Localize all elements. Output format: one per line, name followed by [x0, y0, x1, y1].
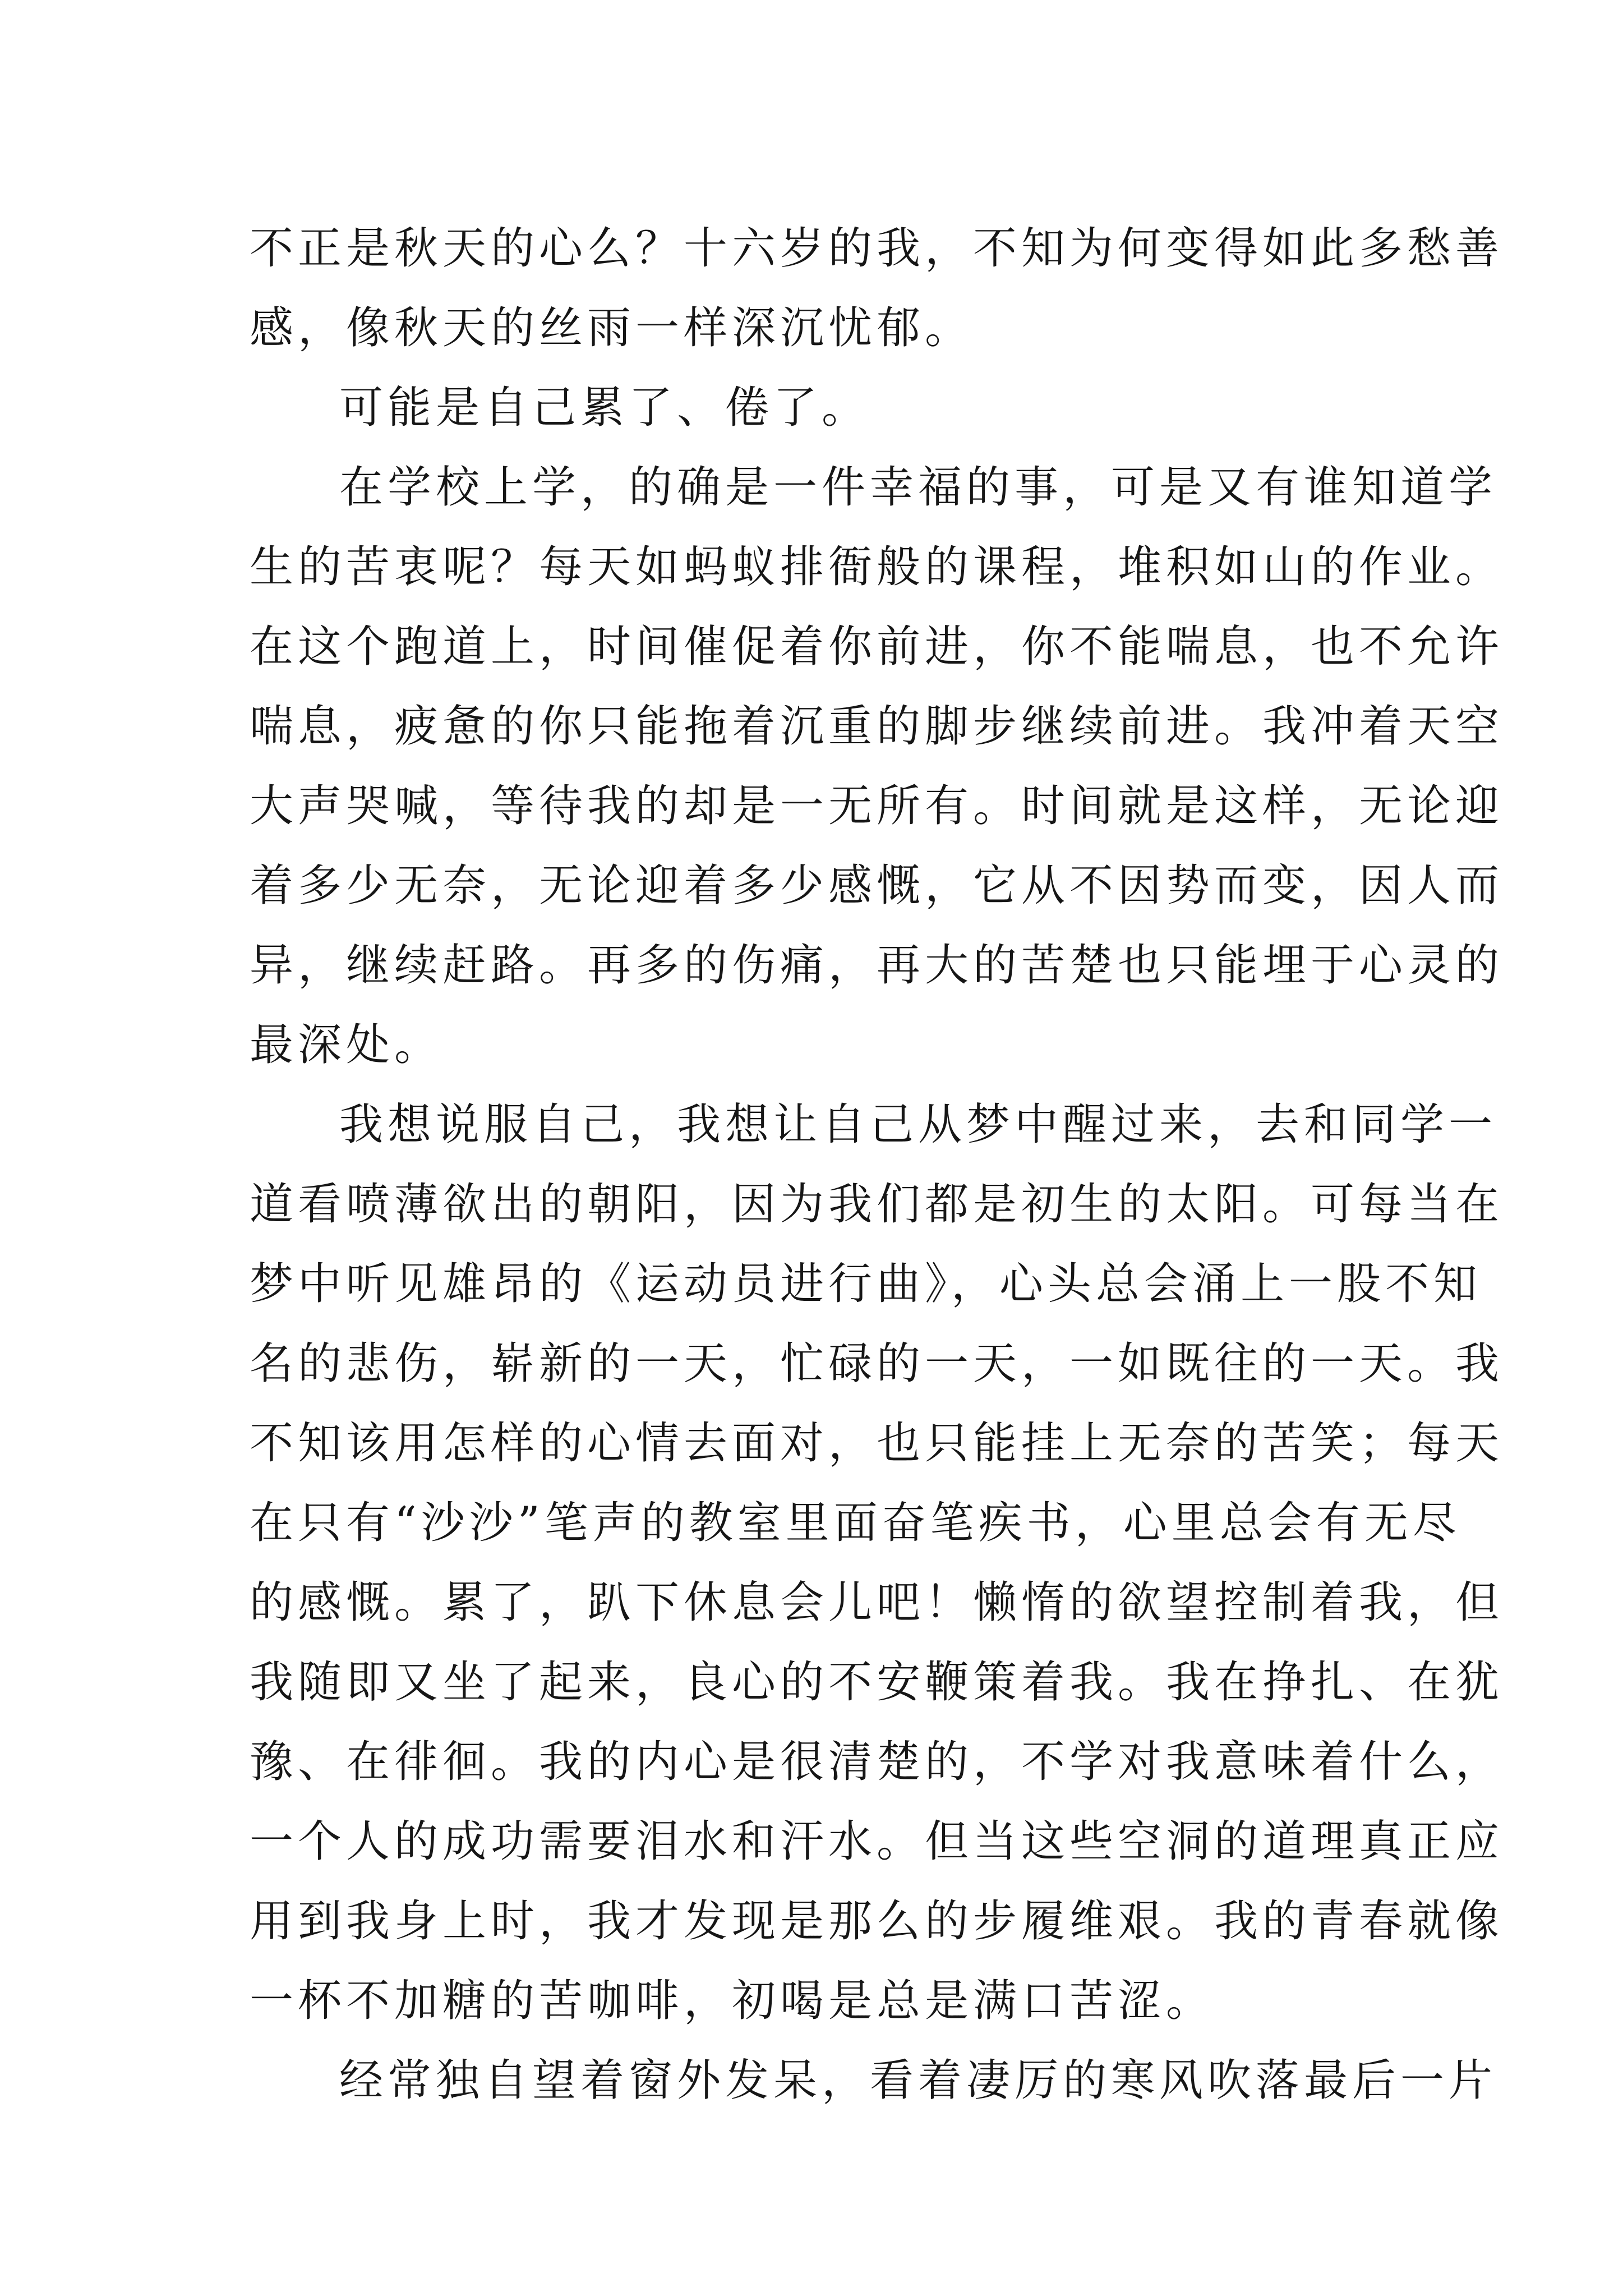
- text-line: 喘息，疲惫的你只能拖着沉重的脚步继续前进。我冲着天空: [250, 701, 1504, 752]
- text-line: 在只有“沙沙”笔声的教室里面奋笔疾书，心里总会有无尽: [250, 1498, 1461, 1548]
- text-line: 着多少无奈，无论迎着多少感慨，它从不因势而变，因人而: [250, 861, 1504, 911]
- essay-body: [250, 209, 1504, 2120]
- text-line: 我随即又坐了起来，良心的不安鞭策着我。我在挣扎、在犹: [250, 1657, 1504, 1708]
- text-line: 道看喷薄欲出的朝阳，因为我们都是初生的太阳。可每当在: [250, 1179, 1504, 1230]
- text-line: 不正是秋天的心么？十六岁的我，不知为何变得如此多愁善: [250, 223, 1504, 274]
- text-line: 一个人的成功需要泪水和汗水。但当这些空洞的道理真正应: [250, 1816, 1504, 1867]
- paragraph-start-line: 在学校上学，的确是一件幸福的事，可是又有谁知道学: [339, 462, 1497, 513]
- text-line: 名的悲伤，崭新的一天，忙碌的一天，一如既往的一天。我: [250, 1338, 1504, 1389]
- text-line: 异，继续赶路。再多的伤痛，再大的苦楚也只能埋于心灵的: [250, 940, 1504, 991]
- text-line: 在这个跑道上，时间催促着你前进，你不能喘息，也不允许: [250, 622, 1504, 672]
- text-line: 的感慨。累了，趴下休息会儿吧！懒惰的欲望控制着我，但: [250, 1577, 1504, 1628]
- paragraph-start-line: 经常独自望着窗外发呆，看着凄厉的寒风吹落最后一片: [339, 2055, 1497, 2106]
- text-line: 最深处。: [250, 1020, 443, 1070]
- text-line: 不知该用怎样的心情去面对，也只能挂上无奈的苦笑；每天: [250, 1418, 1504, 1469]
- text-line: 大声哭喊，等待我的却是一无所有。时间就是这样，无论迎: [250, 781, 1504, 831]
- paragraph-start-line: 可能是自己累了、倦了。: [339, 383, 870, 433]
- paragraph-start-line: 我想说服自己，我想让自己从梦中醒过来，去和同学一: [339, 1099, 1497, 1150]
- text-line: 感，像秋天的丝雨一样深沉忧郁。: [250, 303, 974, 353]
- text-line: 梦中听见雄昂的《运动员进行曲》，心头总会涌上一股不知: [250, 1259, 1482, 1309]
- text-line: 生的苦衷呢？每天如蚂蚁排衙般的课程，堆积如山的作业。: [250, 542, 1504, 592]
- text-line: 用到我身上时，我才发现是那么的步履维艰。我的青春就像: [250, 1896, 1504, 1947]
- text-line: 豫、在徘徊。我的内心是很清楚的，不学对我意味着什么，: [250, 1737, 1504, 1787]
- text-line: 一杯不加糖的苦咖啡，初喝是总是满口苦涩。: [250, 1976, 1215, 2026]
